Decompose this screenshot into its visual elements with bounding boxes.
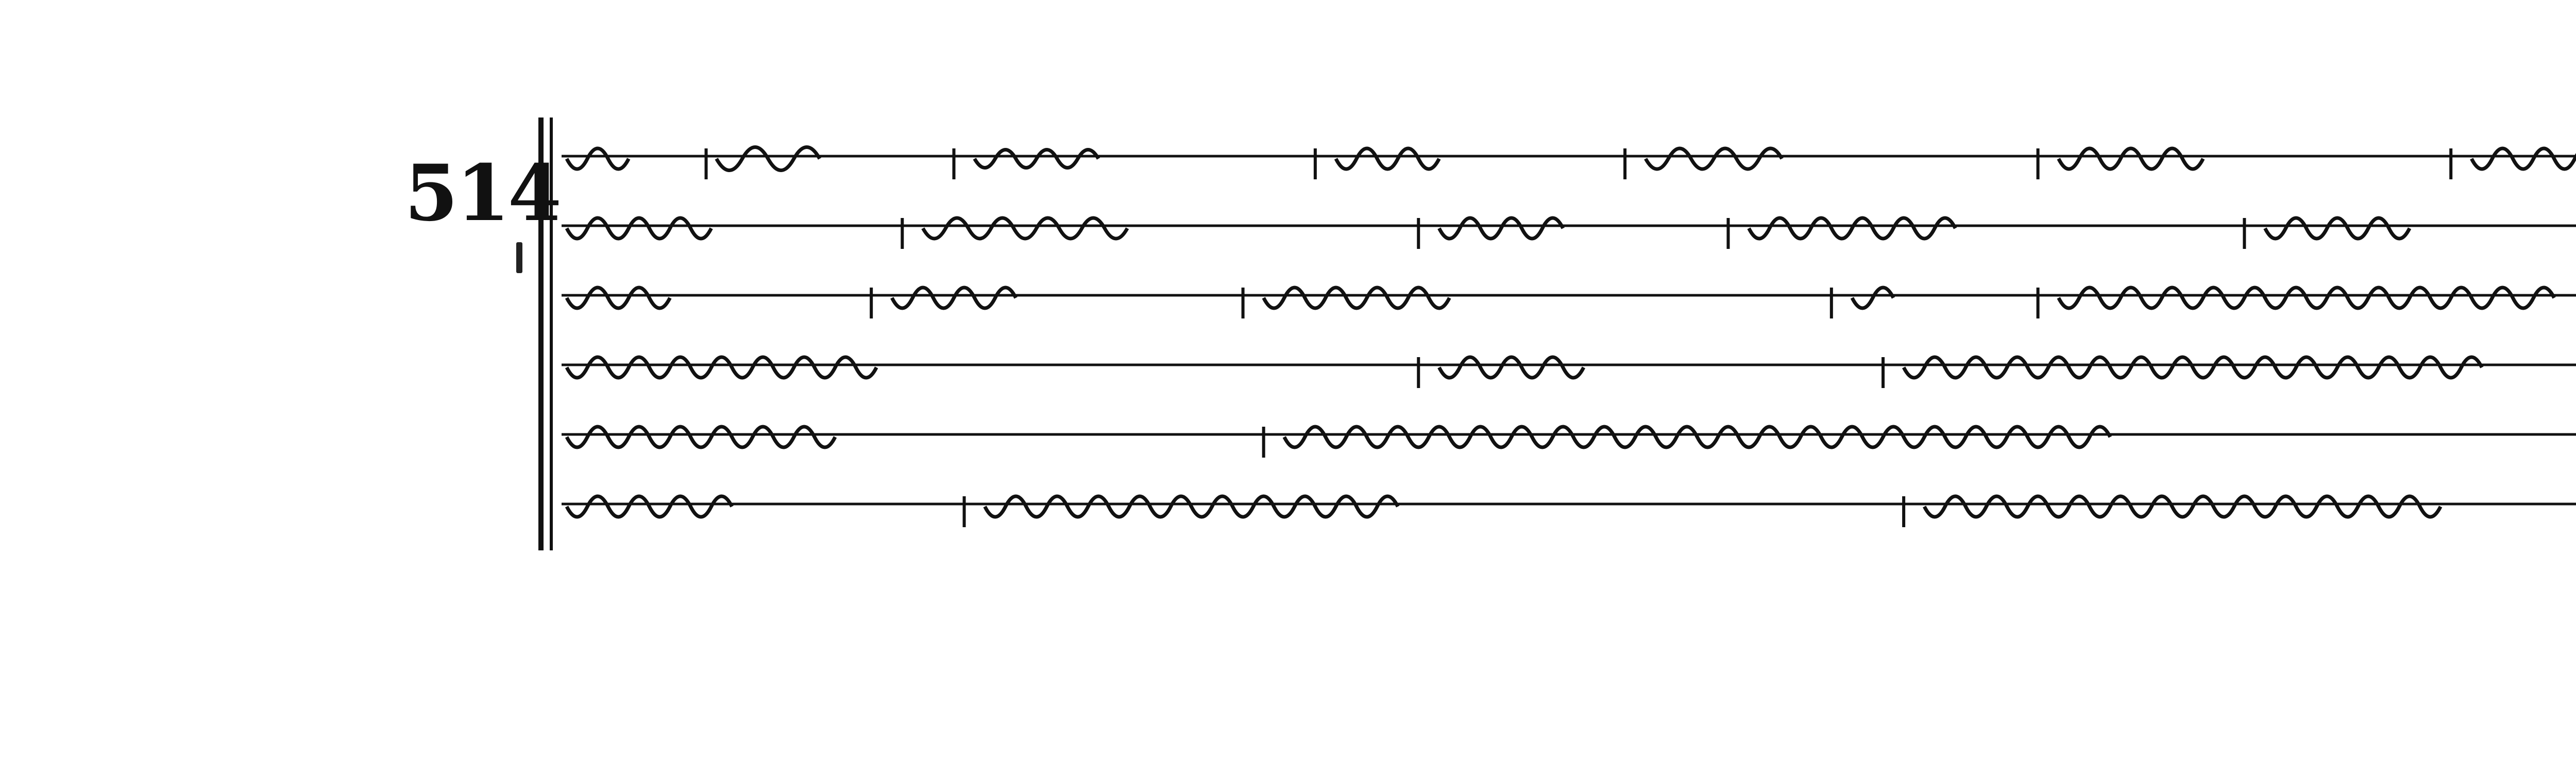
script-line-5 bbox=[562, 406, 2576, 473]
frame-rule-left-inner bbox=[550, 117, 553, 550]
script-line-5-ink bbox=[562, 406, 2576, 473]
script-line-1 bbox=[562, 128, 2576, 195]
script-line-2-ink bbox=[562, 197, 2576, 264]
script-line-6-ink bbox=[562, 476, 2576, 543]
script-line-4-ink bbox=[562, 337, 2576, 404]
frame-rule-left bbox=[538, 117, 544, 550]
script-line-3 bbox=[562, 267, 2576, 334]
script-line-4 bbox=[562, 337, 2576, 404]
text-frame bbox=[538, 117, 2576, 550]
script-line-1-ink bbox=[562, 128, 2576, 195]
script-line-6 bbox=[562, 476, 2576, 543]
script-line-3-ink bbox=[562, 267, 2576, 334]
gutter-mark bbox=[516, 242, 522, 273]
tibetan-text-block bbox=[562, 117, 2576, 550]
folio-number: 514 bbox=[404, 148, 560, 239]
script-line-2 bbox=[562, 197, 2576, 264]
